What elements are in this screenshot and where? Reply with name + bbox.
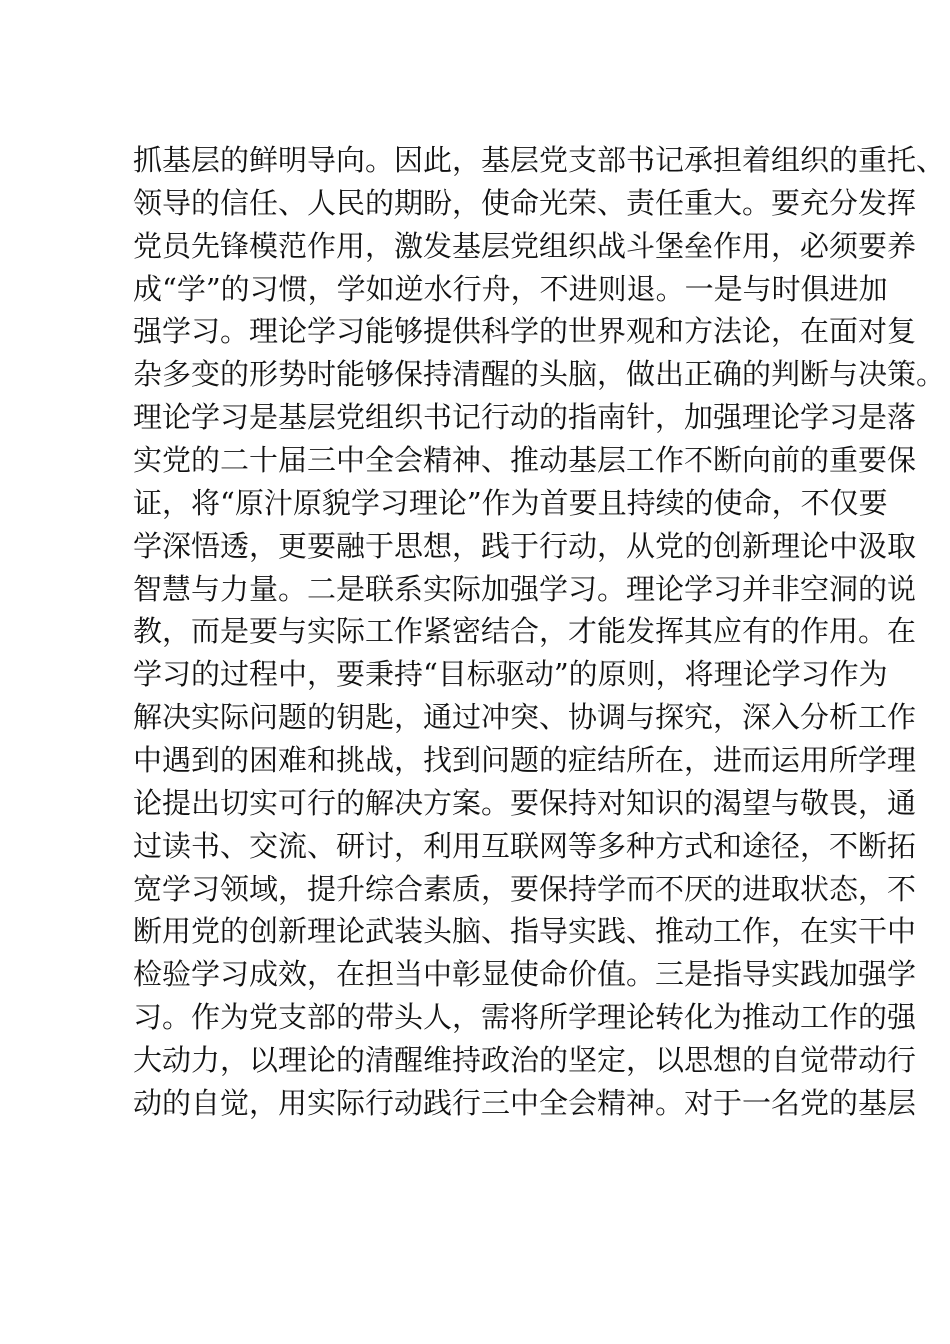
text-line: 解决实际问题的钥匙，通过冲突、协调与探究，深入分析工作 (133, 700, 917, 735)
text-line: 论提出切实可行的解决方案。要保持对知识的渴望与敬畏，通 (133, 785, 917, 820)
text-line: 学习的过程中，要秉持“目标驱动”的原则，将理论学习作为 (133, 657, 888, 692)
text-line: 动的自觉，用实际行动践行三中全会精神。对于一名党的基层 (133, 1085, 917, 1120)
text-line: 理论学习是基层党组织书记行动的指南针，加强理论学习是落 (133, 400, 917, 435)
text-line: 教，而是要与实际工作紧密结合，才能发挥其应有的作用。在 (133, 614, 917, 649)
text-line: 实党的二十届三中全会精神、推动基层工作不断向前的重要保 (133, 443, 917, 478)
text-line: 党员先锋模范作用，激发基层党组织战斗堡垒作用，必须要养 (133, 228, 917, 263)
body-paragraph (133, 139, 946, 1125)
text-line: 断用党的创新理论武装头脑、指导实践、推动工作，在实干中 (133, 914, 917, 949)
text-line: 强学习。理论学习能够提供科学的世界观和方法论，在面对复 (133, 314, 917, 349)
text-line: 领导的信任、人民的期盼，使命光荣、责任重大。要充分发挥 (133, 185, 917, 220)
text-line: 习。作为党支部的带头人，需将所学理论转化为推动工作的强 (133, 1000, 917, 1035)
text-line: 检验学习成效，在担当中彰显使命价值。三是指导实践加强学 (133, 957, 917, 992)
text-line: 智慧与力量。二是联系实际加强学习。理论学习并非空洞的说 (133, 571, 917, 606)
text-line: 中遇到的困难和挑战，找到问题的症结所在，进而运用所学理 (133, 743, 917, 778)
text-line: 过读书、交流、研讨，利用互联网等多种方式和途径，不断拓 (133, 828, 917, 863)
text-line: 抓基层的鲜明导向。因此，基层党支部书记承担着组织的重托、 (133, 143, 946, 177)
text-line: 成“学”的习惯，学如逆水行舟，不进则退。一是与时俱进加 (133, 271, 888, 306)
text-line: 大动力，以理论的清醒维持政治的坚定，以思想的自觉带动行 (133, 1043, 917, 1078)
text-line: 杂多变的形势时能够保持清醒的头脑，做出正确的判断与决策。 (133, 357, 946, 392)
text-line: 宽学习领域，提升综合素质，要保持学而不厌的进取状态，不 (133, 871, 917, 906)
text-line: 证，将“原汁原貌学习理论”作为首要且持续的使命，不仅要 (133, 485, 888, 520)
text-line: 学深悟透，更要融于思想，践于行动，从党的创新理论中汲取 (133, 528, 917, 563)
